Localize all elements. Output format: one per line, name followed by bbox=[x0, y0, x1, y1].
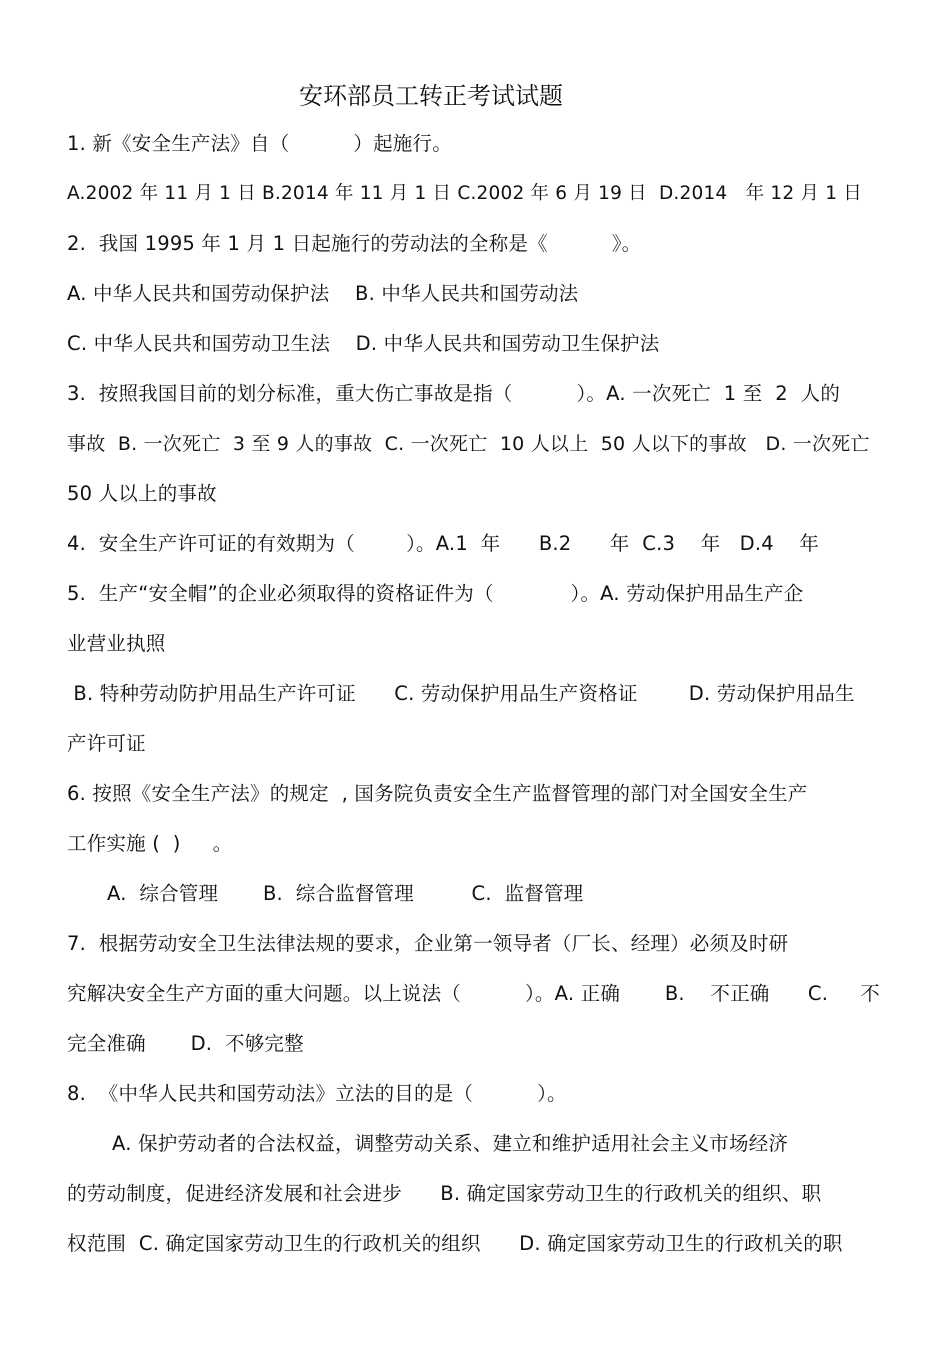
question-1-options: A.2002 年 11 月 1 日 B.2014 年 11 月 1 日 C.2002 年 6 月 19 日 D.2014 年 12 月 1 日 bbox=[67, 183, 862, 204]
question-6-stem: 6. 按照《安全生产法》的规定 , 国务院负责安全生产监督管理的部门对全国安全生产 bbox=[67, 782, 808, 805]
question-2-options-ab: A. 中华人民共和国劳动保护法 B. 中华人民共和国劳动法 bbox=[67, 282, 579, 305]
question-7-options-end: 完全准确 D. 不够完整 bbox=[67, 1032, 304, 1055]
question-5-option-a-end: 业营业执照 bbox=[67, 632, 166, 655]
question-5-option-d-end: 产许可证 bbox=[67, 732, 146, 755]
question-4: 4. 安全生产许可证的有效期为（ ）。A.1 年 B.2 年 C.3 年 D.4 年 bbox=[67, 532, 820, 555]
question-8-option-a: A. 保护劳动者的合法权益，调整劳动关系、建立和维护适用社会主义市场经济 bbox=[112, 1132, 789, 1155]
question-7-options: 究解决安全生产方面的重大问题。以上说法（ ）。A. 正确 B. 不正确 C. 不 bbox=[67, 982, 880, 1005]
question-3-stem: 3. 按照我国目前的划分标准，重大伤亡事故是指（ ）。A. 一次死亡 1 至 2 人的 bbox=[67, 382, 841, 405]
question-1-stem: 1. 新《安全生产法》自（ ）起施行。 bbox=[67, 132, 452, 155]
question-7-stem: 7. 根据劳动安全卫生法律法规的要求，企业第一领导者（厂长、经理）必须及时研 bbox=[67, 932, 789, 955]
question-8-option-a-b: 的劳动制度，促进经济发展和社会进步 B. 确定国家劳动卫生的行政机关的组织、职 bbox=[67, 1182, 822, 1205]
question-8-stem: 8. 《中华人民共和国劳动法》立法的目的是（ ）。 bbox=[67, 1082, 567, 1105]
question-5-stem: 5. 生产“安全帽”的企业必须取得的资格证件为（ ）。A. 劳动保护用品生产企 bbox=[67, 582, 804, 605]
question-6-stem-end: 工作实施 ( ) 。 bbox=[67, 832, 233, 855]
question-2-options-cd: C. 中华人民共和国劳动卫生法 D. 中华人民共和国劳动卫生保护法 bbox=[67, 332, 660, 355]
question-2-stem: 2. 我国 1995 年 1 月 1 日起施行的劳动法的全称是《 》。 bbox=[67, 232, 642, 255]
question-3-options-end: 50 人以上的事故 bbox=[67, 482, 217, 505]
page-title: 安环部员工转正考试试题 bbox=[299, 82, 563, 110]
question-6-options: A. 综合管理 B. 综合监督管理 C. 监督管理 bbox=[107, 882, 584, 905]
question-8-options-bcd: 权范围 C. 确定国家劳动卫生的行政机关的组织 D. 确定国家劳动卫生的行政机关的职 bbox=[67, 1232, 843, 1255]
question-5-options-bcd: B. 特种劳动防护用品生产许可证 C. 劳动保护用品生产资格证 D. 劳动保护用品生 bbox=[67, 682, 855, 705]
question-3-options: 事故 B. 一次死亡 3 至 9 人的事故 C. 一次死亡 10 人以上 50 人以下的事故 D. 一次死亡 bbox=[67, 433, 870, 455]
